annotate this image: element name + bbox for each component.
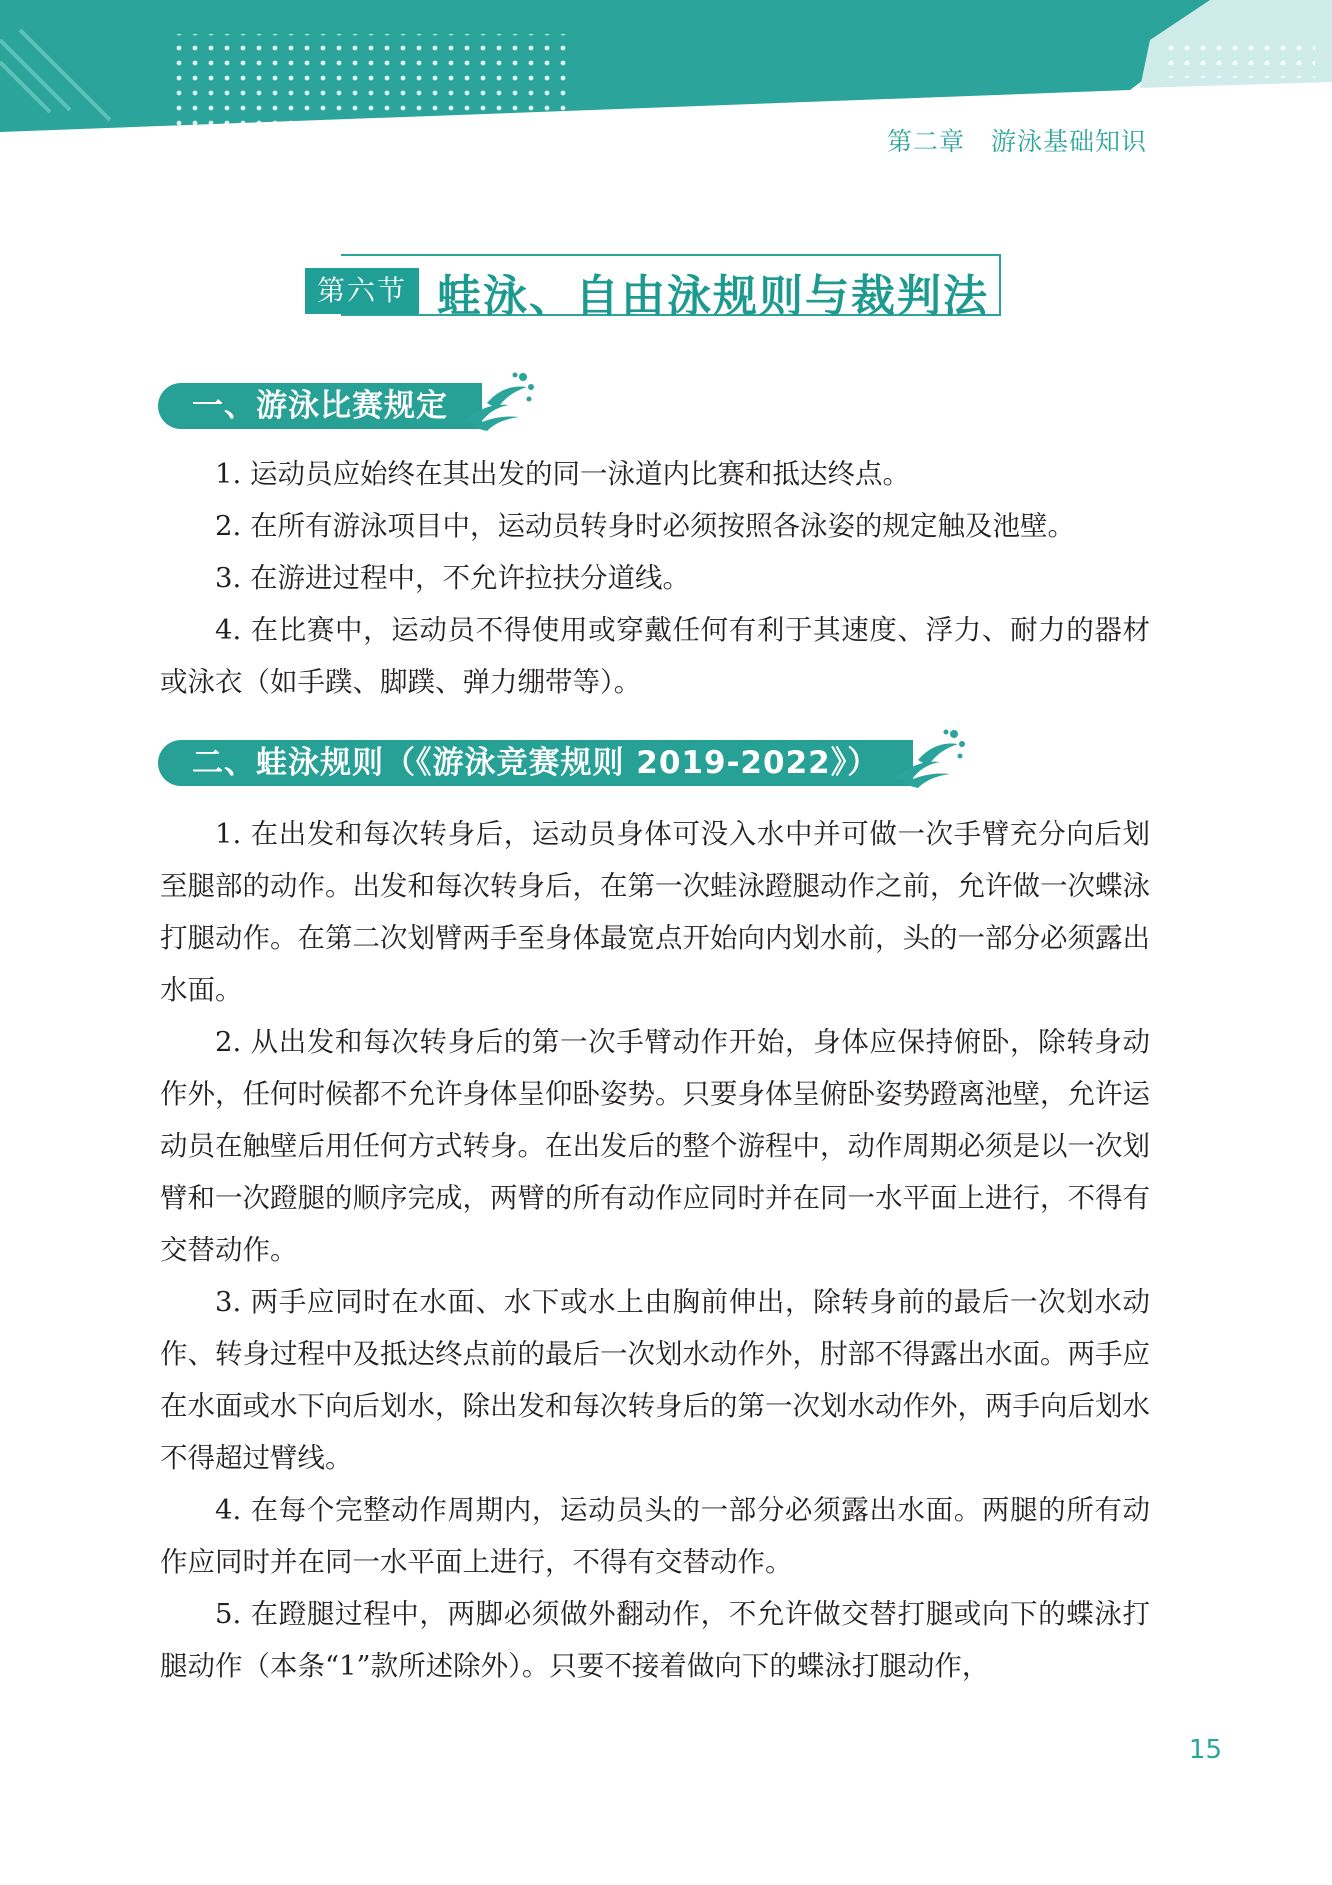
subsection-heading-text: 一、游泳比赛规定 <box>158 383 482 429</box>
wave-icon <box>888 726 968 792</box>
paragraph: 1. 运动员应始终在其出发的同一泳道内比赛和抵达终点。 <box>215 458 910 490</box>
banner-dot-grid-right <box>1163 40 1315 78</box>
wave-icon <box>457 369 537 435</box>
paragraph: 3. 两手应同时在水面、水下或水上由胸前伸出，除转身前的最后一次划水动作、转身过程中及抵达终点前的最后一次划水动作外，肘部不得露出水面。两手应在水面或水下向后划水，除出发和每次转身后的第一次划水动作外，两手向后划水不得超过臂线。 <box>160 1286 1150 1474</box>
subsection-heading-2 <box>158 740 968 786</box>
paragraph: 3. 在游进过程中，不允许拉扶分道线。 <box>215 562 690 594</box>
paragraph: 2. 从出发和每次转身后的第一次手臂动作开始，身体应保持俯卧，除转身动作外，任何时候都不允许身体呈仰卧姿势。只要身体呈俯卧姿势蹬离池壁，允许运动员在触壁后用任何方式转身。在出发后的整个游程中，动作周期必须是以一次划臂和一次蹬腿的顺序完成，两臂的所有动作应同时并在同一水平面上进行，不得有交替动作。 <box>160 1026 1150 1266</box>
paragraph: 4. 在比赛中，运动员不得使用或穿戴任何有利于其速度、浮力、耐力的器材或泳衣（如手蹼、脚蹼、弹力绷带等）。 <box>160 614 1150 698</box>
banner-dot-grid-left <box>172 34 567 126</box>
subsection-heading-1 <box>158 383 537 429</box>
header-banner <box>0 0 1332 135</box>
chapter-header <box>887 122 1147 158</box>
page-number: 15 <box>1188 1735 1222 1765</box>
section-title-block <box>305 252 1005 320</box>
chapter-title: 游泳基础知识 <box>990 127 1147 156</box>
paragraph: 1. 在出发和每次转身后，运动员身体可没入水中并可做一次手臂充分向后划至腿部的动作。出发和每次转身后，在第一次蛙泳蹬腿动作之前，允许做一次蝶泳打腿动作。在第二次划臂两手至身体最宽点开始向内划水前，头的一部分必须露出水面。 <box>160 818 1150 1006</box>
chapter-label: 第二章 <box>886 127 965 156</box>
section-title: 蛙泳、自由泳规则与裁判法 <box>437 271 989 322</box>
section-tag: 第六节 <box>305 268 419 314</box>
subsection-heading-text: 二、蛙泳规则（《游泳竞赛规则 2019-2022》） <box>158 740 913 786</box>
paragraph: 4. 在每个完整动作周期内，运动员头的一部分必须露出水面。两腿的所有动作应同时并在同一水平面上进行，不得有交替动作。 <box>160 1494 1150 1578</box>
paragraph: 5. 在蹬腿过程中，两脚必须做外翻动作，不允许做交替打腿或向下的蝶泳打腿动作（本条“1”款所述除外）。只要不接着做向下的蝶泳打腿动作， <box>160 1598 1150 1682</box>
paragraph: 2. 在所有游泳项目中，运动员转身时必须按照各泳姿的规定触及池壁。 <box>215 510 1075 542</box>
